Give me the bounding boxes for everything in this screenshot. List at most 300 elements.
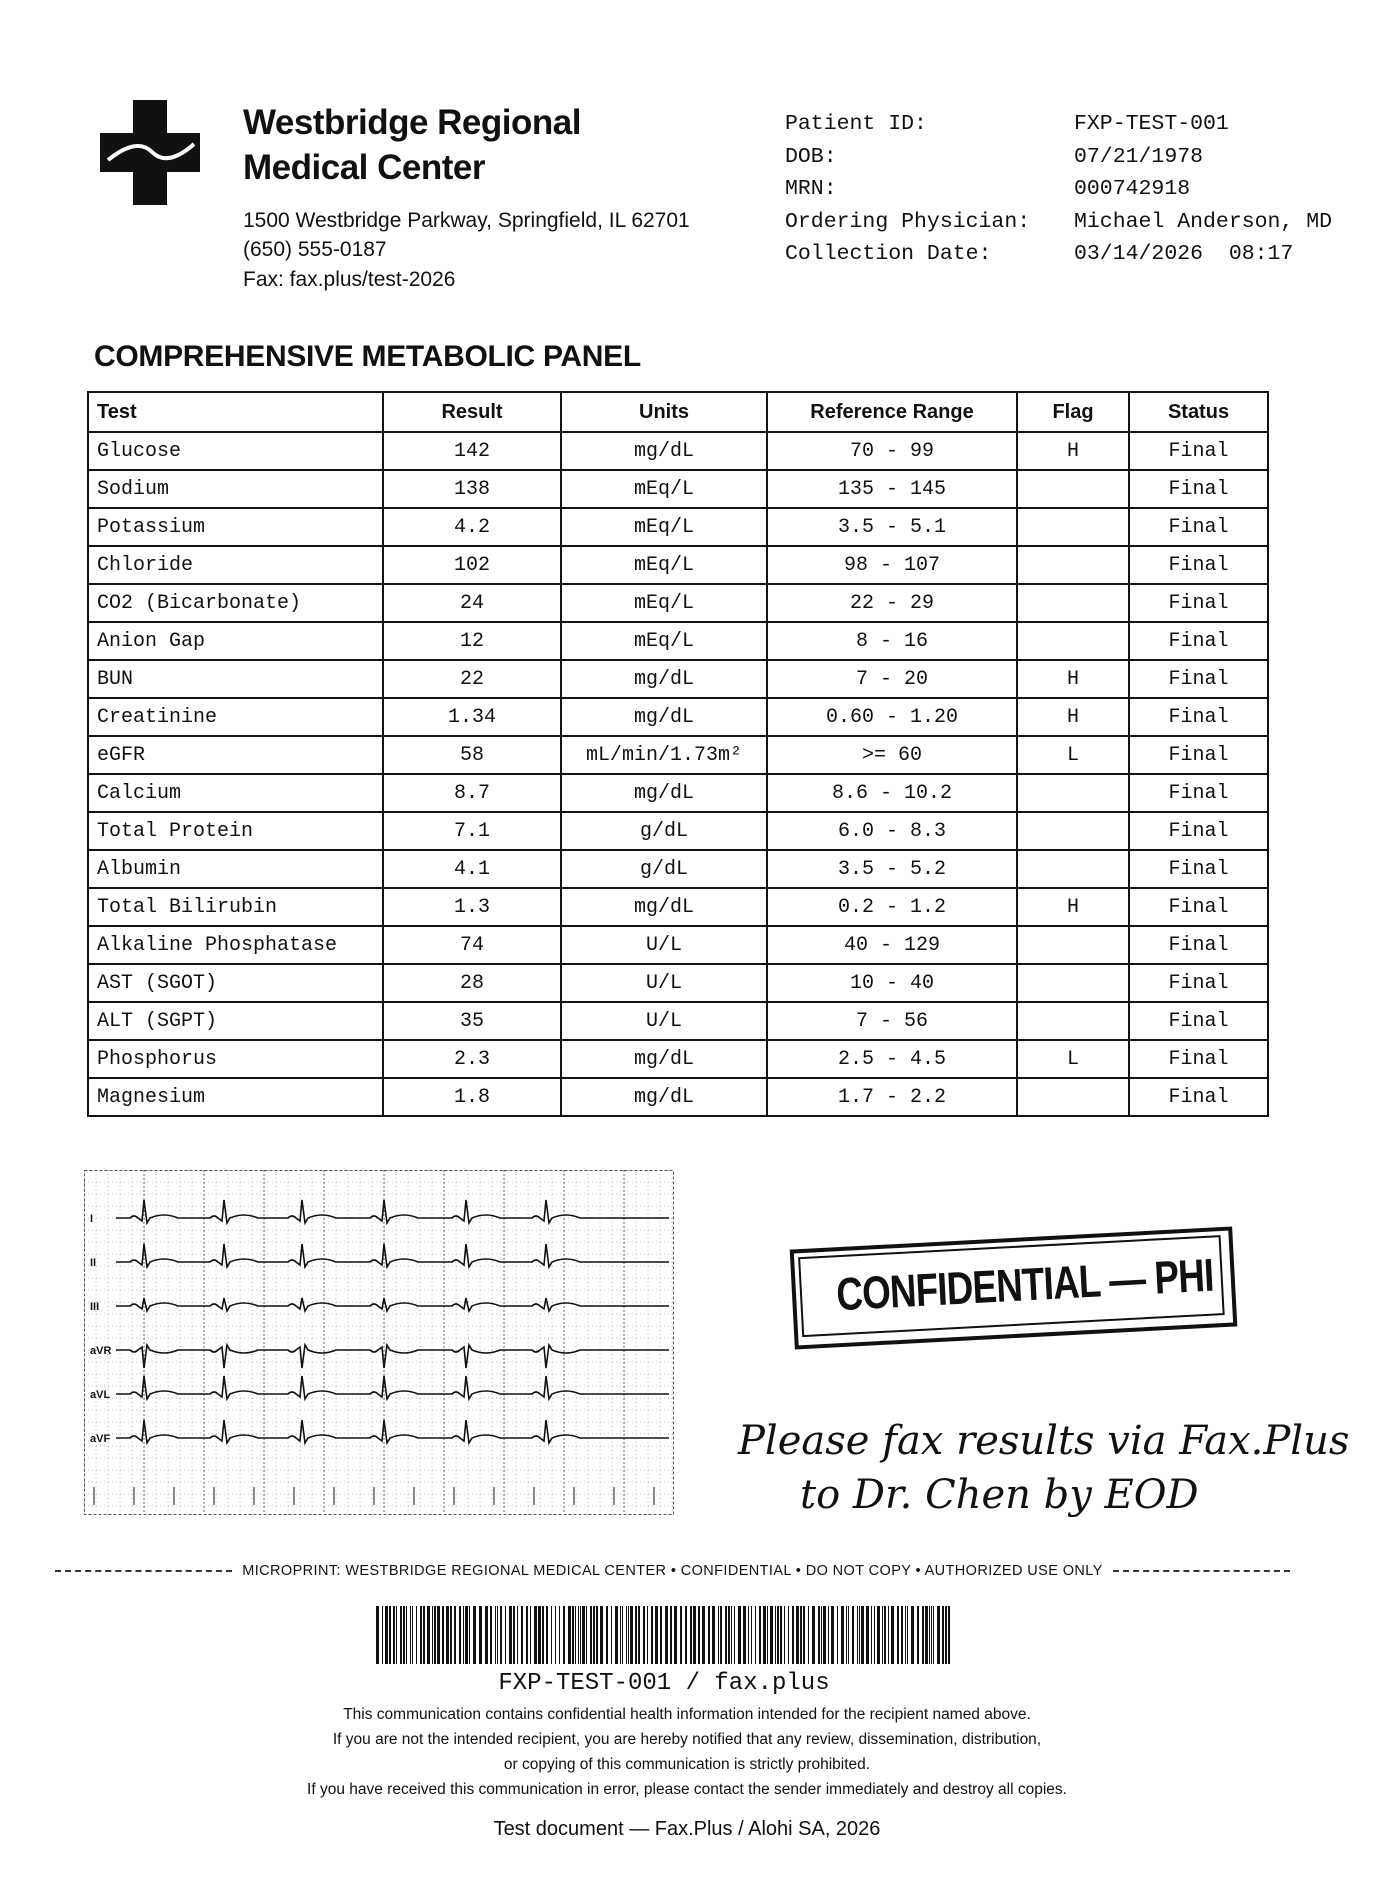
microprint-line: [55, 1563, 1290, 1579]
barcode-bar: [882, 1606, 883, 1664]
barcode-bar: [578, 1606, 579, 1664]
barcode-bar: [660, 1606, 662, 1664]
barcode-bar: [734, 1606, 735, 1664]
barcode-bar: [432, 1606, 433, 1664]
ecg-trace-ii: [116, 1244, 669, 1267]
cell-status: Final: [1129, 432, 1268, 470]
cell-test: Total Bilirubin: [88, 888, 383, 926]
cell-result: 7.1: [383, 812, 561, 850]
barcode-bar: [651, 1606, 653, 1664]
lab-results-table: [87, 391, 1269, 1117]
barcode-bar: [628, 1606, 629, 1664]
table-row: [88, 850, 1268, 888]
barcode-bar: [459, 1606, 461, 1664]
barcode-bar: [530, 1606, 531, 1664]
cell-flag: [1017, 774, 1129, 812]
barcode-bar: [874, 1606, 875, 1664]
cell-reference-range: 0.2 - 1.2: [767, 888, 1017, 926]
mrn-value: 000742918: [1074, 177, 1191, 201]
barcode-bar: [517, 1606, 518, 1664]
cell-result: 35: [383, 1002, 561, 1040]
table-header-row: [88, 392, 1268, 432]
cell-test: Sodium: [88, 470, 383, 508]
cell-test: Alkaline Phosphatase: [88, 926, 383, 964]
barcode-bar: [751, 1606, 752, 1664]
cell-units: mEq/L: [561, 546, 767, 584]
organization-address: 1500 Westbridge Parkway, Springfield, IL 62701: [243, 209, 690, 232]
barcode-bar: [718, 1606, 719, 1664]
barcode-bar: [423, 1606, 425, 1664]
barcode-bar: [638, 1606, 640, 1664]
cell-result: 8.7: [383, 774, 561, 812]
barcode-bar: [513, 1606, 515, 1664]
cell-units: mEq/L: [561, 470, 767, 508]
barcode-bar: [580, 1606, 581, 1664]
barcode-bar: [403, 1606, 405, 1664]
barcode-bar: [593, 1606, 595, 1664]
cell-units: U/L: [561, 926, 767, 964]
barcode-bar: [780, 1606, 782, 1664]
cell-test: Phosphorus: [88, 1040, 383, 1078]
cell-reference-range: 10 - 40: [767, 964, 1017, 1002]
cell-reference-range: >= 60: [767, 736, 1017, 774]
barcode-text: FXP-TEST-001 / fax.plus: [498, 1670, 830, 1697]
barcode-bar: [897, 1606, 899, 1664]
barcode-bar: [427, 1606, 430, 1664]
barcode-bar: [884, 1606, 886, 1664]
cell-status: Final: [1129, 584, 1268, 622]
barcode-bar: [538, 1606, 541, 1664]
cell-flag: H: [1017, 698, 1129, 736]
barcode-bar: [871, 1606, 872, 1664]
cell-reference-range: 7 - 20: [767, 660, 1017, 698]
barcode-bar: [643, 1606, 645, 1664]
barcode-bar: [665, 1606, 668, 1664]
barcode-bar: [929, 1606, 930, 1664]
cell-result: 74: [383, 926, 561, 964]
cell-units: mg/dL: [561, 1078, 767, 1116]
column-header-flag: Flag: [1017, 392, 1129, 432]
barcode-bar: [626, 1606, 627, 1664]
barcode-bar: [685, 1606, 687, 1664]
cell-test: Chloride: [88, 546, 383, 584]
barcode-bar: [917, 1606, 919, 1664]
column-header-status: Status: [1129, 392, 1268, 432]
barcode-bar: [568, 1606, 571, 1664]
barcode-bar: [812, 1606, 815, 1664]
barcode-bar: [690, 1606, 692, 1664]
barcode-bar: [674, 1606, 677, 1664]
cell-flag: [1017, 622, 1129, 660]
barcode-bar: [582, 1606, 585, 1664]
barcode-bar: [948, 1606, 950, 1664]
footer-text: Test document — Fax.Plus / Alohi SA, 2026: [493, 1818, 881, 1840]
barcode-bar: [725, 1606, 727, 1664]
barcode-bar: [831, 1606, 834, 1664]
barcode-bar: [702, 1606, 705, 1664]
cell-result: 1.3: [383, 888, 561, 926]
ecg-trace-i: [116, 1200, 669, 1223]
barcode-bar: [803, 1606, 805, 1664]
barcode-bar: [905, 1606, 906, 1664]
ecg-lead-label: III: [90, 1301, 100, 1313]
barcode-bar: [410, 1606, 411, 1664]
cell-test: CO2 (Bicarbonate): [88, 584, 383, 622]
barcode-bar: [792, 1606, 794, 1664]
cell-test: AST (SGOT): [88, 964, 383, 1002]
barcode-bar: [509, 1606, 512, 1664]
patient-id-value: FXP-TEST-001: [1074, 112, 1229, 136]
barcode-bar: [575, 1606, 576, 1664]
cell-flag: [1017, 470, 1129, 508]
cell-result: 1.8: [383, 1078, 561, 1116]
barcode-bar: [389, 1606, 391, 1664]
table-row: [88, 546, 1268, 584]
barcode-bar: [837, 1606, 838, 1664]
table-row: [88, 698, 1268, 736]
ecg-lead-label: II: [90, 1257, 97, 1269]
cell-flag: [1017, 508, 1129, 546]
table-row: [88, 622, 1268, 660]
table-row: [88, 508, 1268, 546]
cell-result: 22: [383, 660, 561, 698]
cell-flag: H: [1017, 432, 1129, 470]
cell-reference-range: 6.0 - 8.3: [767, 812, 1017, 850]
barcode-bar: [828, 1606, 829, 1664]
barcode-bar: [442, 1606, 444, 1664]
barcode-bar: [490, 1606, 492, 1664]
barcode-bar: [500, 1606, 502, 1664]
cell-status: Final: [1129, 1040, 1268, 1078]
ecg-grid: [84, 1170, 674, 1515]
barcode-bar: [647, 1606, 648, 1664]
barcode-bar: [572, 1606, 574, 1664]
cell-result: 2.3: [383, 1040, 561, 1078]
barcode-bar: [479, 1606, 482, 1664]
table-row: [88, 584, 1268, 622]
cell-units: g/dL: [561, 850, 767, 888]
ecg-trace-avf: [116, 1420, 669, 1443]
dob-label: DOB:: [785, 145, 837, 169]
cell-result: 138: [383, 470, 561, 508]
barcode-bar: [586, 1606, 587, 1664]
cell-units: g/dL: [561, 812, 767, 850]
cell-flag: L: [1017, 736, 1129, 774]
cell-flag: [1017, 812, 1129, 850]
barcode-bar: [655, 1606, 658, 1664]
cell-flag: [1017, 964, 1129, 1002]
cell-result: 1.34: [383, 698, 561, 736]
barcode-bar: [635, 1606, 637, 1664]
barcode-bar: [546, 1606, 548, 1664]
cell-units: mg/dL: [561, 698, 767, 736]
barcode-bar: [743, 1606, 746, 1664]
barcode-bar: [606, 1606, 608, 1664]
table-row: [88, 774, 1268, 812]
barcode-bar: [630, 1606, 633, 1664]
barcode-bar: [526, 1606, 528, 1664]
cell-reference-range: 1.7 - 2.2: [767, 1078, 1017, 1116]
cell-status: Final: [1129, 850, 1268, 888]
legal-notice-line-1: This communication contains confidential health information intended for the recipient named above.: [343, 1706, 1031, 1723]
cell-test: Creatinine: [88, 698, 383, 736]
barcode-bar: [534, 1606, 537, 1664]
barcode-bar: [497, 1606, 498, 1664]
cell-units: U/L: [561, 1002, 767, 1040]
barcode-bar: [393, 1606, 395, 1664]
cell-units: mL/min/1.73m²: [561, 736, 767, 774]
panel-title: COMPREHENSIVE METABOLIC PANEL: [94, 340, 641, 373]
cell-status: Final: [1129, 508, 1268, 546]
barcode-bar: [596, 1606, 598, 1664]
ecg-lead-label: aVF: [90, 1433, 111, 1445]
ecg-lead-label: I: [90, 1213, 94, 1225]
cell-status: Final: [1129, 926, 1268, 964]
barcode-bar: [848, 1606, 849, 1664]
cell-status: Final: [1129, 736, 1268, 774]
barcode-bar: [738, 1606, 741, 1664]
barcode-bar: [767, 1606, 768, 1664]
barcode-bar: [412, 1606, 413, 1664]
barcode-bar: [505, 1606, 506, 1664]
barcode-bar: [693, 1606, 696, 1664]
collection-date-label: Collection Date:: [785, 242, 992, 266]
cell-reference-range: 3.5 - 5.2: [767, 850, 1017, 888]
cell-reference-range: 135 - 145: [767, 470, 1017, 508]
cell-test: Glucose: [88, 432, 383, 470]
cell-units: U/L: [561, 964, 767, 1002]
cell-reference-range: 70 - 99: [767, 432, 1017, 470]
cell-test: Magnesium: [88, 1078, 383, 1116]
handwritten-note-line-1: Please fax results via Fax.Plus: [738, 1418, 1350, 1464]
ecg-trace-avr: [116, 1345, 669, 1368]
cell-reference-range: 8 - 16: [767, 622, 1017, 660]
cell-test: Calcium: [88, 774, 383, 812]
cell-test: BUN: [88, 660, 383, 698]
barcode-bar: [454, 1606, 456, 1664]
organization-name: Westbridge Regional Medical Center: [243, 103, 581, 187]
microprint-text: MICROPRINT: WESTBRIDGE REGIONAL MEDICAL CENTER • CONFIDENTIAL • DO NOT COPY • AUTHORIZED USE ONLY: [242, 1563, 1103, 1579]
barcode-bar: [861, 1606, 864, 1664]
barcode-bar: [590, 1606, 592, 1664]
cell-flag: [1017, 546, 1129, 584]
cell-status: Final: [1129, 812, 1268, 850]
barcode-bar: [611, 1606, 612, 1664]
table-row: [88, 812, 1268, 850]
cell-status: Final: [1129, 660, 1268, 698]
cell-test: Total Protein: [88, 812, 383, 850]
cell-status: Final: [1129, 1002, 1268, 1040]
barcode-bar: [555, 1606, 556, 1664]
organization-phone: (650) 555-0187: [243, 238, 387, 261]
table-row: [88, 888, 1268, 926]
cell-reference-range: 7 - 56: [767, 1002, 1017, 1040]
cell-flag: [1017, 850, 1129, 888]
ordering-physician-label: Ordering Physician:: [785, 210, 1031, 234]
barcode-bar: [670, 1606, 672, 1664]
barcode-bar: [931, 1606, 932, 1664]
barcode-bar: [945, 1606, 947, 1664]
dob-value: 07/21/1978: [1074, 145, 1204, 169]
barcode-bar: [385, 1606, 388, 1664]
barcode-bar: [857, 1606, 858, 1664]
barcode-bar: [901, 1606, 903, 1664]
barcode-bar: [437, 1606, 440, 1664]
barcode-bar: [615, 1606, 618, 1664]
table-row: [88, 1078, 1268, 1116]
cell-status: Final: [1129, 1078, 1268, 1116]
legal-notice-line-2: If you are not the intended recipient, you are hereby notified that any review, dissemination, distribution,: [332, 1731, 1042, 1748]
patient-id-label: Patient ID:: [785, 112, 927, 136]
cell-status: Final: [1129, 964, 1268, 1002]
collection-date-value: 03/14/2026 08:17: [1074, 242, 1294, 266]
legal-notice-line-4: If you have received this communication in error, please contact the sender immediately and destroy all copies.: [307, 1781, 1067, 1798]
cell-units: mEq/L: [561, 508, 767, 546]
barcode-bar: [888, 1606, 889, 1664]
barcode-bar: [808, 1606, 809, 1664]
ordering-physician-value: Michael Anderson, MD: [1074, 210, 1333, 234]
barcode-bar: [396, 1606, 397, 1664]
barcode-bar: [450, 1606, 452, 1664]
table-row: [88, 660, 1268, 698]
barcode-bar: [925, 1606, 928, 1664]
cell-test: Potassium: [88, 508, 383, 546]
barcode-bar: [521, 1606, 523, 1664]
column-header-test: Test: [88, 392, 383, 432]
cell-status: Final: [1129, 774, 1268, 812]
cell-result: 24: [383, 584, 561, 622]
ecg-trace-avl: [116, 1376, 669, 1399]
barcode: [374, 1606, 954, 1664]
table-row: [88, 432, 1268, 470]
organization-fax: Fax: fax.plus/test-2026: [243, 268, 456, 291]
barcode-bar: [563, 1606, 565, 1664]
cell-status: Final: [1129, 546, 1268, 584]
table-row: [88, 964, 1268, 1002]
column-header-result: Result: [383, 392, 561, 432]
barcode-bar: [400, 1606, 402, 1664]
cell-test: Anion Gap: [88, 622, 383, 660]
barcode-bar: [796, 1606, 799, 1664]
barcode-bar: [922, 1606, 924, 1664]
cell-flag: [1017, 584, 1129, 622]
cell-reference-range: 22 - 29: [767, 584, 1017, 622]
barcode-bar: [748, 1606, 749, 1664]
barcode-bar: [759, 1606, 761, 1664]
barcode-bar: [784, 1606, 785, 1664]
cell-result: 4.1: [383, 850, 561, 888]
barcode-bar: [777, 1606, 779, 1664]
ecg-trace-iii: [116, 1298, 669, 1311]
cell-units: mg/dL: [561, 660, 767, 698]
cell-status: Final: [1129, 470, 1268, 508]
barcode-bar: [465, 1606, 468, 1664]
cell-reference-range: 0.60 - 1.20: [767, 698, 1017, 736]
cell-flag: L: [1017, 1040, 1129, 1078]
confidential-stamp: [790, 1226, 1238, 1349]
legal-notice-line-3: or copying of this communication is strictly prohibited.: [503, 1756, 871, 1773]
cell-result: 142: [383, 432, 561, 470]
cell-units: mg/dL: [561, 1040, 767, 1078]
cell-reference-range: 8.6 - 10.2: [767, 774, 1017, 812]
barcode-bar: [731, 1606, 732, 1664]
column-header-reference-range: Reference Range: [767, 392, 1017, 432]
cell-result: 4.2: [383, 508, 561, 546]
barcode-bar: [406, 1606, 407, 1664]
barcode-bar: [775, 1606, 776, 1664]
barcode-bar: [818, 1606, 820, 1664]
cell-test: ALT (SGPT): [88, 1002, 383, 1040]
cell-flag: H: [1017, 660, 1129, 698]
barcode-bar: [907, 1606, 908, 1664]
cell-result: 102: [383, 546, 561, 584]
barcode-bar: [420, 1606, 422, 1664]
cell-reference-range: 98 - 107: [767, 546, 1017, 584]
cell-reference-range: 40 - 129: [767, 926, 1017, 964]
barcode-bar: [937, 1606, 940, 1664]
barcode-bar: [698, 1606, 700, 1664]
barcode-bar: [763, 1606, 766, 1664]
cell-reference-range: 2.5 - 4.5: [767, 1040, 1017, 1078]
barcode-bar: [852, 1606, 854, 1664]
barcode-bar: [712, 1606, 715, 1664]
column-header-units: Units: [561, 392, 767, 432]
table-row: [88, 736, 1268, 774]
ecg-strip: [84, 1170, 674, 1515]
barcode-bar: [485, 1606, 488, 1664]
barcode-bar: [551, 1606, 552, 1664]
barcode-bar: [788, 1606, 789, 1664]
cell-test: eGFR: [88, 736, 383, 774]
barcode-bar: [542, 1606, 544, 1664]
barcode-bar: [911, 1606, 914, 1664]
cell-status: Final: [1129, 698, 1268, 736]
handwritten-note-line-2: to Dr. Chen by EOD: [800, 1472, 1199, 1518]
table-row: [88, 1002, 1268, 1040]
cell-status: Final: [1129, 888, 1268, 926]
cell-units: mEq/L: [561, 584, 767, 622]
barcode-bar: [559, 1606, 560, 1664]
barcode-bar: [473, 1606, 476, 1664]
barcode-bar: [891, 1606, 894, 1664]
barcode-bar: [866, 1606, 869, 1664]
barcode-bar: [469, 1606, 470, 1664]
cell-flag: [1017, 1078, 1129, 1116]
cell-test: Albumin: [88, 850, 383, 888]
barcode-bar: [846, 1606, 847, 1664]
barcode-bar: [620, 1606, 621, 1664]
cell-reference-range: 3.5 - 5.1: [767, 508, 1017, 546]
cell-flag: [1017, 926, 1129, 964]
barcode-bar: [933, 1606, 934, 1664]
barcode-bar: [821, 1606, 822, 1664]
barcode-bar: [800, 1606, 802, 1664]
cell-units: mg/dL: [561, 432, 767, 470]
barcode-bar: [463, 1606, 464, 1664]
table-row: [88, 470, 1268, 508]
barcode-bar: [382, 1606, 383, 1664]
barcode-bar: [942, 1606, 944, 1664]
barcode-bar: [770, 1606, 773, 1664]
barcode-bar: [446, 1606, 449, 1664]
barcode-bar: [434, 1606, 436, 1664]
cell-result: 12: [383, 622, 561, 660]
ecg-lead-label: aVR: [90, 1345, 112, 1357]
ecg-lead-label: aVL: [90, 1389, 111, 1401]
cell-units: mEq/L: [561, 622, 767, 660]
medical-cross-icon: [100, 100, 200, 205]
barcode-bar: [622, 1606, 623, 1664]
